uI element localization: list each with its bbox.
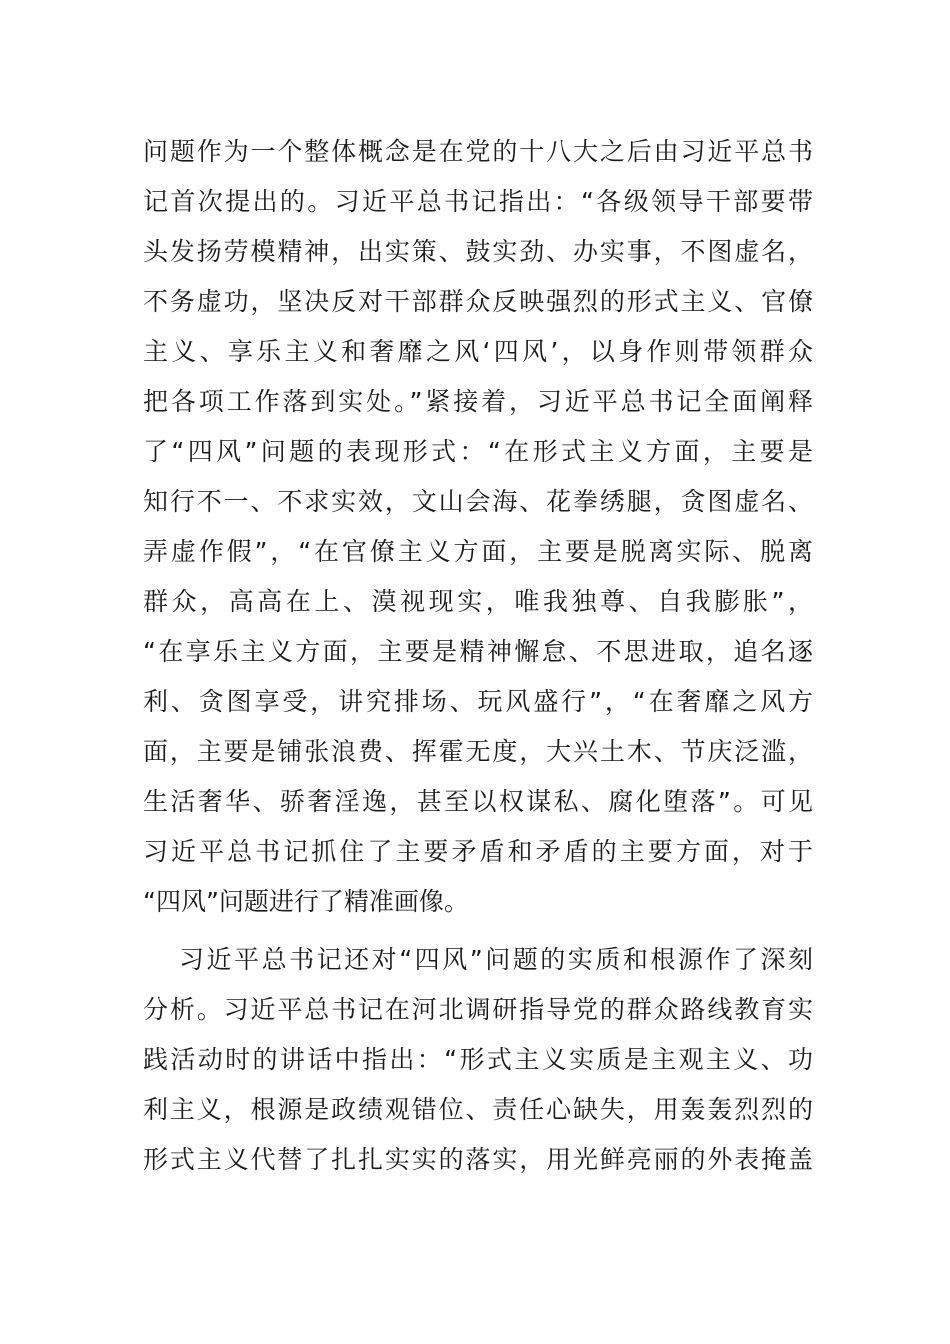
text-line: 记首次提出的。习近平总书记指出：“各级领导干部要带 bbox=[143, 187, 813, 216]
text-line: 生活奢华、骄奢淫逸，甚至以权谋私、腐化堕落”。可见 bbox=[143, 787, 813, 816]
text-line: 分析。习近平总书记在河北调研指导党的群众路线教育实 bbox=[143, 995, 813, 1024]
text-line: 把各项工作落到实处。”紧接着，习近平总书记全面阐释 bbox=[143, 387, 813, 416]
text-line: 知行不一、不求实效，文山会海、花拳绣腿，贪图虚名、 bbox=[143, 487, 813, 516]
text-line: 不务虚功，坚决反对干部群众反映强烈的形式主义、官僚 bbox=[143, 287, 813, 316]
text-line: 主义、享乐主义和奢靡之风‘四风’，以身作则带领群众 bbox=[143, 337, 813, 366]
text-line: 习近平总书记还对“四风”问题的实质和根源作了深刻 bbox=[179, 945, 813, 974]
paragraph-1 bbox=[143, 127, 813, 927]
text-line: 头发扬劳模精神，出实策、鼓实劲、办实事，不图虚名， bbox=[143, 237, 813, 266]
paragraph-2 bbox=[143, 935, 813, 1185]
text-line: 弄虚作假”，“在官僚主义方面，主要是脱离实际、脱离 bbox=[143, 537, 813, 566]
text-line: 利主义，根源是政绩观错位、责任心缺失，用轰轰烈烈的 bbox=[143, 1095, 813, 1124]
text-line: 习近平总书记抓住了主要矛盾和矛盾的主要方面，对于 bbox=[143, 837, 813, 866]
text-line: 利、贪图享受，讲究排场、玩风盛行”，“在奢靡之风方 bbox=[143, 687, 813, 716]
text-line: 面，主要是铺张浪费、挥霍无度，大兴土木、节庆泛滥， bbox=[143, 737, 813, 766]
text-line: “四风”问题进行了精准画像。 bbox=[143, 887, 469, 916]
text-line: 形式主义代替了扎扎实实的落实，用光鲜亮丽的外表掩盖 bbox=[143, 1145, 813, 1174]
text-line: 了“四风”问题的表现形式：“在形式主义方面，主要是 bbox=[143, 437, 813, 466]
text-line: “在享乐主义方面，主要是精神懈怠、不思进取，追名逐 bbox=[143, 637, 813, 666]
text-line: 群众，高高在上、漠视现实，唯我独尊、自我膨胀”， bbox=[143, 587, 813, 616]
text-line: 问题作为一个整体概念是在党的十八大之后由习近平总书 bbox=[143, 137, 813, 166]
text-line: 践活动时的讲话中指出：“形式主义实质是主观主义、功 bbox=[143, 1045, 813, 1074]
